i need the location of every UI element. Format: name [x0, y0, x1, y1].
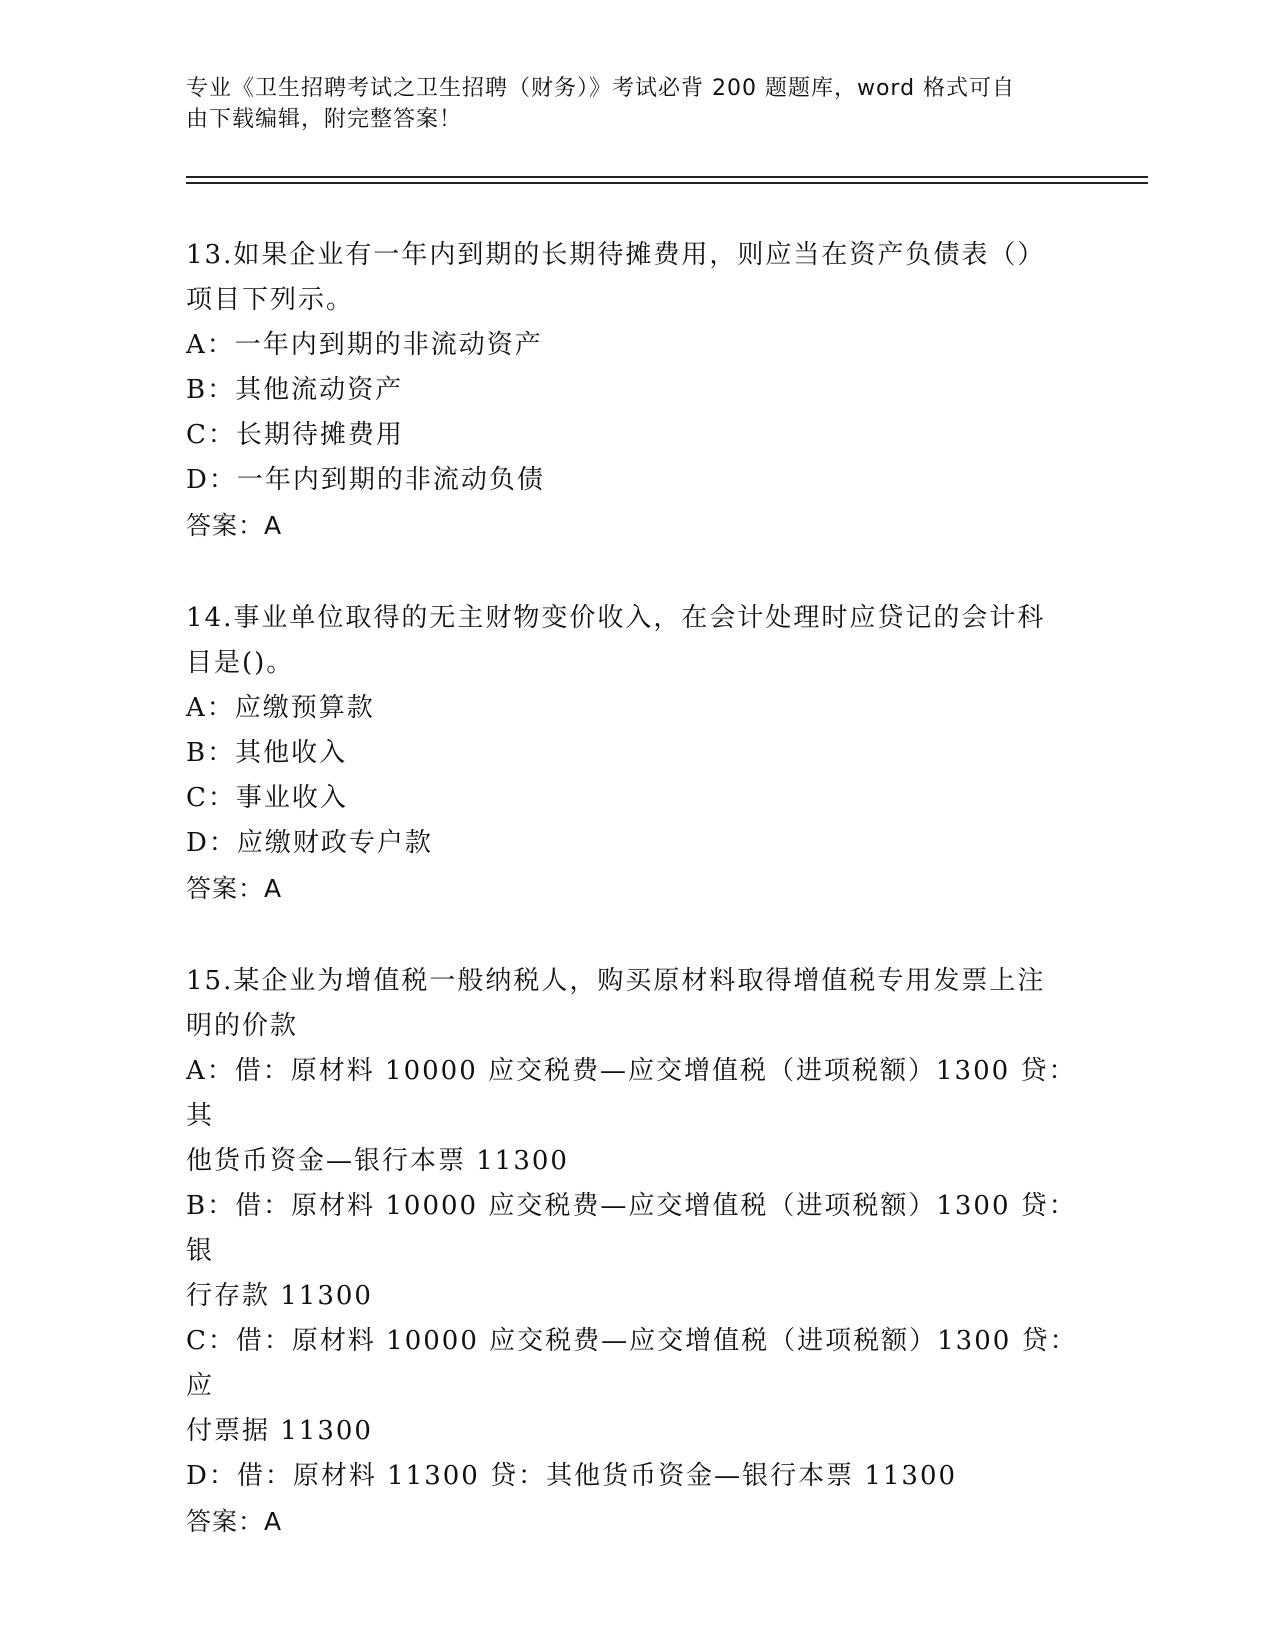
- header-line-2: 由下载编辑，附完整答案！: [186, 107, 463, 132]
- option-d: D：一年内到期的非流动负债: [186, 465, 545, 495]
- option-b: B：借：原材料 10000 应交税费—应交增值税（进项税额）1300 贷：银: [186, 1191, 1077, 1266]
- option-b: B：其他流动资产: [186, 375, 404, 405]
- question-text-line: 目是()。: [186, 648, 295, 678]
- answer-line: 答案：A: [186, 874, 283, 903]
- option-a: A：借：原材料 10000 应交税费—应交增值税（进项税额）1300 贷：其: [186, 1056, 1077, 1131]
- option-c-continued: 付票据 11300: [186, 1416, 373, 1446]
- question-text-line: 项目下列示。: [186, 285, 355, 315]
- header-divider-top: [186, 176, 1148, 178]
- question-text-line: 14.事业单位取得的无主财物变价收入，在会计处理时应贷记的会计科: [186, 603, 1046, 633]
- option-c: C：长期待摊费用: [186, 420, 404, 450]
- question-text-line: 13.如果企业有一年内到期的长期待摊费用，则应当在资产负债表（）: [186, 240, 1046, 270]
- document-header: [186, 73, 1066, 135]
- header-line-1: 专业《卫生招聘考试之卫生招聘（财务）》考试必背 200 题题库，word 格式可自: [186, 76, 1016, 101]
- option-a-continued: 他货币资金—银行本票 11300: [186, 1146, 569, 1176]
- question-list: [186, 233, 1086, 1592]
- question-text-line: 明的价款: [186, 1011, 299, 1041]
- option-c: C：借：原材料 10000 应交税费—应交增值税（进项税额）1300 贷：应: [186, 1326, 1078, 1401]
- option-c: C：事业收入: [186, 783, 348, 813]
- option-d: D：应缴财政专户款: [186, 828, 433, 858]
- option-a: A：一年内到期的非流动资产: [186, 330, 543, 360]
- answer-line: 答案：A: [186, 511, 283, 540]
- question-13: [186, 233, 1086, 548]
- question-text-line: 15.某企业为增值税一般纳税人，购买原材料取得增值税专用发票上注: [186, 966, 1046, 996]
- question-15: [186, 959, 1086, 1544]
- answer-line: 答案：A: [186, 1507, 283, 1536]
- header-divider-bottom: [186, 182, 1148, 184]
- option-a: A：应缴预算款: [186, 693, 375, 723]
- question-14: [186, 596, 1086, 911]
- option-d: D：借：原材料 11300 贷：其他货币资金—银行本票 11300: [186, 1461, 958, 1491]
- option-b-continued: 行存款 11300: [186, 1281, 373, 1311]
- option-b: B：其他收入: [186, 738, 348, 768]
